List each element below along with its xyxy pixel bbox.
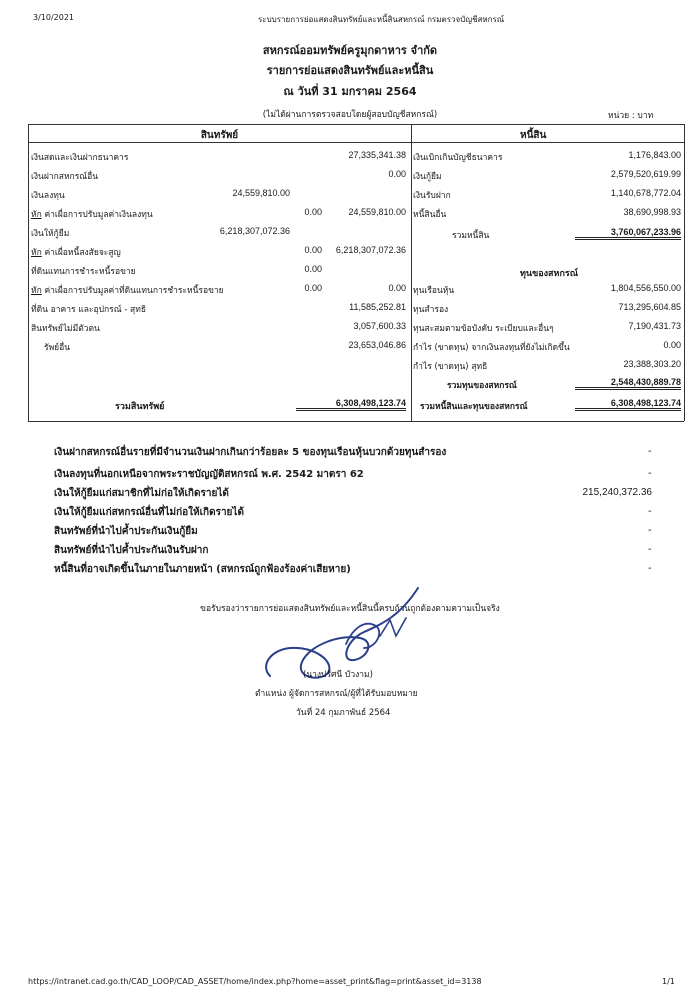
asset-value: 24,559,810.00	[348, 207, 406, 217]
asset-value: 23,653,046.86	[348, 340, 406, 350]
deduct-prefix: หัก	[31, 210, 42, 220]
asset-value: 6,218,307,072.36	[335, 245, 406, 255]
grand-total-label: รวมหนี้สินและทุนของสหกรณ์	[420, 402, 528, 412]
report-date: ณ วันที่ 31 มกราคม 2564	[283, 85, 417, 98]
equity-header: ทุนของสหกรณ์	[520, 269, 579, 279]
note-label: หนี้สินที่อาจเกิดขึ้นในภายในภายหน้า (สหกรณ์ถูกฟ้องร้องค่าเสียหาย)	[54, 564, 351, 575]
org-name: สหกรณ์ออมทรัพย์ครูมุกดาหาร จำกัด	[262, 44, 438, 57]
note-label: สินทรัพย์ที่นำไปค้ำประกันเงินกู้ยืม	[54, 526, 198, 537]
equity-value: 7,190,431.73	[628, 321, 681, 331]
asset-label: ที่ดินแทนการชำระหนี้รอขาย	[31, 267, 136, 277]
asset-value: 0.00	[388, 283, 406, 293]
asset-allowance: 0.00	[304, 264, 322, 274]
equity-label: ทุนสำรอง	[413, 305, 449, 315]
asset-label	[31, 207, 153, 221]
print-date: 3/10/2021	[33, 13, 75, 22]
assets-header: สินทรัพย์	[200, 130, 239, 141]
equity-label: กำไร (ขาดทุน) สุทธิ	[413, 362, 488, 372]
table-divider	[411, 124, 412, 421]
table-bottom-border	[28, 421, 684, 422]
note-value: -	[648, 563, 652, 574]
signer-name: (นางปรัศนี บัวงาม)	[303, 670, 373, 680]
total-liabilities-value: 3,760,067,233.96	[575, 227, 681, 240]
total-liabilities-label: รวมหนี้สิน	[452, 231, 490, 241]
equity-label: ทุนเรือนหุ้น	[413, 286, 455, 296]
equity-value: 1,804,556,550.00	[610, 283, 681, 293]
liability-label: เงินเบิกเกินบัญชีธนาคาร	[413, 153, 503, 163]
asset-label	[31, 283, 224, 297]
asset-value: 0.00	[388, 169, 406, 179]
equity-label: กำไร (ขาดทุน) จากเงินลงทุนที่ยังไม่เกิดขึ้น	[413, 343, 570, 353]
asset-label: ที่ดิน อาคาร และอุปกรณ์ - สุทธิ	[31, 305, 147, 315]
table-top-border	[28, 124, 684, 125]
note-value: 215,240,372.36	[582, 487, 652, 498]
asset-allowance: 0.00	[304, 207, 322, 217]
liability-label: เงินกู้ยืม	[413, 172, 442, 182]
table-right-border	[684, 124, 685, 421]
asset-gross-value: 24,559,810.00	[232, 188, 290, 198]
audit-note: (ไม่ได้ผ่านการตรวจสอบโดยผู้สอบบัญชีสหกรณ์)	[262, 110, 438, 120]
deduct-prefix: หัก	[31, 248, 42, 258]
asset-gross-value: 6,218,307,072.36	[219, 226, 290, 236]
total-equity-label: รวมทุนของสหกรณ์	[447, 381, 517, 391]
total-equity-value: 2,548,430,889.78	[575, 377, 681, 390]
liability-value: 1,140,678,772.04	[610, 188, 681, 198]
asset-label-text: ค่าเผื่อการปรับมูลค่าที่ดินแทนการชำระหนี้รอขาย	[41, 286, 224, 296]
asset-label: รัพย์อื่น	[44, 343, 71, 353]
asset-label: เงินสดและเงินฝากธนาคาร	[31, 153, 129, 163]
note-label: เงินฝากสหกรณ์อื่นรายที่มีจำนวนเงินฝากเกินกว่าร้อยละ 5 ของทุนเรือนหุ้นบวกด้วยทุนสำรอง	[54, 447, 447, 458]
asset-label: เงินลงทุน	[31, 191, 65, 201]
equity-label: ทุนสะสมตามข้อบังคับ ระเบียบและอื่นๆ	[413, 324, 554, 334]
report-title: รายการย่อแสดงสินทรัพย์และหนี้สิน	[266, 64, 434, 77]
asset-label: เงินให้กู้ยืม	[31, 229, 70, 239]
asset-allowance: 0.00	[304, 245, 322, 255]
equity-value: 23,388,303.20	[623, 359, 681, 369]
liability-label: หนี้สินอื่น	[413, 210, 447, 220]
asset-value: 3,057,600.33	[353, 321, 406, 331]
signature-date: วันที่ 24 กุมภาพันธ์ 2564	[296, 708, 391, 718]
total-assets-value: 6,308,498,123.74	[296, 398, 406, 411]
signer-position: ตำแหน่ง ผู้จัดการสหกรณ์/ผู้ที่ได้รับมอบหมาย	[255, 689, 418, 699]
liability-value: 2,579,520,619.99	[610, 169, 681, 179]
asset-label	[31, 245, 121, 259]
asset-value: 11,585,252.81	[349, 302, 406, 312]
asset-label-text: ค่าเผื่อหนี้สงสัยจะสูญ	[41, 248, 121, 258]
liability-value: 1,176,843.00	[628, 150, 681, 160]
note-label: เงินให้กู้ยืมแก่สมาชิกที่ไม่ก่อให้เกิดรายได้	[54, 488, 229, 499]
deduct-prefix: หัก	[31, 286, 42, 296]
asset-label: สินทรัพย์ไม่มีตัวตน	[31, 324, 100, 334]
asset-value: 27,335,341.38	[348, 150, 406, 160]
note-label: เงินให้กู้ยืมแก่สหกรณ์อื่นที่ไม่ก่อให้เกิดรายได้	[54, 507, 244, 518]
asset-allowance: 0.00	[304, 283, 322, 293]
asset-label: เงินฝากสหกรณ์อื่น	[31, 172, 99, 182]
note-value: -	[648, 525, 652, 536]
liability-value: 38,690,998.93	[623, 207, 681, 217]
equity-value: 713,295,604.85	[618, 302, 681, 312]
equity-value: 0.00	[663, 340, 681, 350]
liability-label: เงินรับฝาก	[413, 191, 451, 201]
grand-total-value: 6,308,498,123.74	[575, 398, 681, 411]
footer-url: https://intranet.cad.go.th/CAD_LOOP/CAD_ASSET/home/index.php?home=asset_print&flag=print&asset_id=3138	[28, 977, 482, 986]
liabilities-header: หนี้สิน	[520, 130, 547, 141]
certification-statement: ขอรับรองว่ารายการย่อแสดงสินทรัพย์และหนี้สินนี้ครบถ้วนถูกต้องตามความเป็นจริง	[200, 604, 500, 614]
note-value: -	[648, 468, 652, 479]
note-value: -	[648, 506, 652, 517]
system-title: ระบบรายการย่อแสดงสินทรัพย์และหนี้สินสหกรณ์ กรมตรวจบัญชีสหกรณ์	[258, 15, 505, 24]
note-value: -	[648, 544, 652, 555]
table-left-border	[28, 124, 29, 421]
total-assets-label: รวมสินทรัพย์	[115, 402, 165, 412]
note-value: -	[648, 446, 652, 457]
unit-label: หน่วย : บาท	[608, 111, 654, 121]
note-label: สินทรัพย์ที่นำไปค้ำประกันเงินรับฝาก	[54, 545, 209, 556]
asset-label-text: ค่าเผื่อการปรับมูลค่าเงินลงทุน	[41, 210, 153, 220]
note-label: เงินลงทุนที่นอกเหนือจากพระราชบัญญัติสหกรณ์ พ.ศ. 2542 มาตรา 62	[54, 469, 364, 480]
page-number: 1/1	[662, 977, 675, 986]
